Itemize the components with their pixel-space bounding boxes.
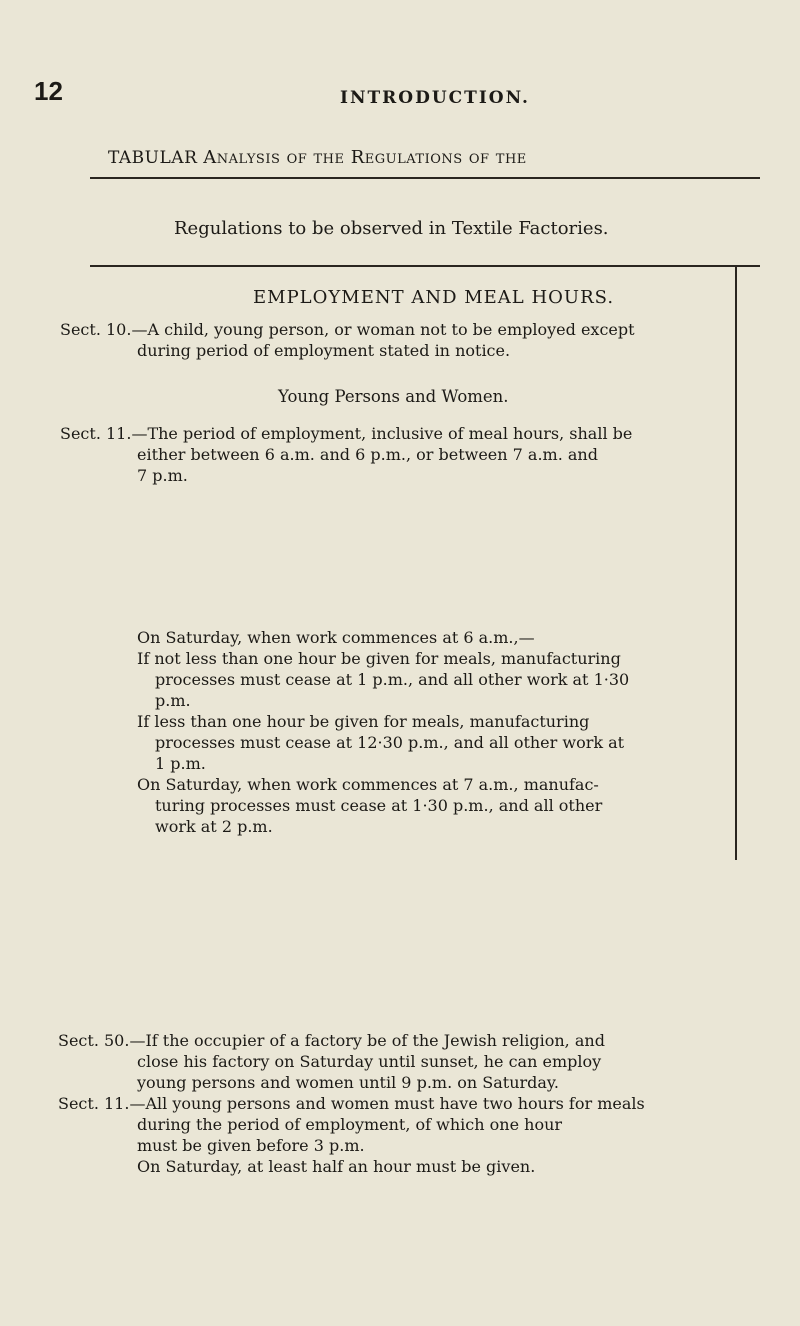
page-number: 12 xyxy=(34,76,63,106)
sect11b-line: On Saturday, at least half an hour must be given. xyxy=(137,1157,536,1176)
sect50-line: Sect. 50.—If the occupier of a factory be of the Jewish religion, and xyxy=(58,1031,605,1050)
saturday-paragraph xyxy=(137,627,629,837)
table-title-smallcaps: Analysis of the Regulations of the xyxy=(203,147,527,168)
sect50-line: close his factory on Saturday until sunset, he can employ xyxy=(137,1052,602,1071)
saturday-line: turing processes must cease at 1·30 p.m., and all other xyxy=(155,796,603,815)
top-rule xyxy=(90,177,760,179)
sect50-paragraph xyxy=(58,1030,605,1093)
saturday-line: p.m. xyxy=(155,691,191,710)
sect10-paragraph xyxy=(60,319,635,361)
table-title xyxy=(108,147,527,168)
section-heading: EMPLOYMENT AND MEAL HOURS. xyxy=(253,287,615,308)
saturday-line: 1 p.m. xyxy=(155,754,206,773)
subheading: Young Persons and Women. xyxy=(278,387,509,406)
sect11b-line: must be given before 3 p.m. xyxy=(137,1136,365,1155)
table-title-main: TABULAR xyxy=(108,148,204,168)
saturday-line: work at 2 p.m. xyxy=(155,817,273,836)
sect11b-paragraph xyxy=(58,1093,645,1177)
header-rule xyxy=(90,265,760,267)
sect11a-line: either between 6 a.m. and 6 p.m., or between 7 a.m. and xyxy=(137,445,598,464)
saturday-line: processes must cease at 12·30 p.m., and all other work at xyxy=(155,733,625,752)
sect11a-line: Sect. 11.—The period of employment, inclusive of meal hours, shall be xyxy=(60,424,633,443)
saturday-line: processes must cease at 1 p.m., and all other work at 1·30 xyxy=(155,670,630,689)
saturday-line: On Saturday, when work commences at 7 a.m., manufac- xyxy=(137,775,599,794)
column-divider xyxy=(735,266,737,860)
sect11a-paragraph xyxy=(60,423,632,486)
sect11b-line: Sect. 11.—All young persons and women must have two hours for meals xyxy=(58,1094,645,1113)
saturday-line: If less than one hour be given for meals, manufacturing xyxy=(137,712,590,731)
running-head: INTRODUCTION. xyxy=(340,88,530,108)
sect11b-line: during the period of employment, of which one hour xyxy=(137,1115,563,1134)
sect50-line: young persons and women until 9 p.m. on Saturday. xyxy=(137,1073,559,1092)
saturday-line: If not less than one hour be given for meals, manufacturing xyxy=(137,649,621,668)
sect10-line: during period of employment stated in notice. xyxy=(137,341,511,360)
saturday-line: On Saturday, when work commences at 6 a.m.,— xyxy=(137,628,535,647)
column-subtitle: Regulations to be observed in Textile Factories. xyxy=(174,218,609,239)
sect11a-line: 7 p.m. xyxy=(137,466,188,485)
sect10-line: Sect. 10.—A child, young person, or woman not to be employed except xyxy=(60,320,635,339)
